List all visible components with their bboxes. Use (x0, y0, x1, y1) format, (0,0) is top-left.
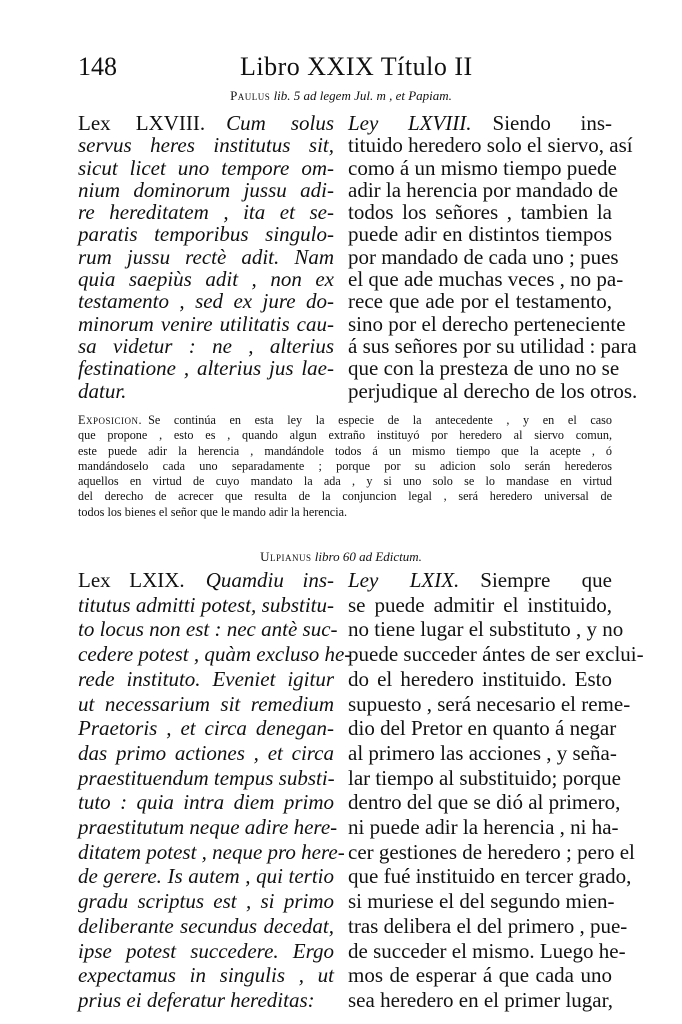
source-author: Paulus (230, 88, 271, 103)
line-text: rum jussu rectè adit. Nam (78, 244, 334, 269)
text-line (348, 112, 612, 134)
text-line (348, 290, 612, 312)
line-text: paratis temporibus singulo- (78, 222, 334, 247)
text-line (78, 593, 334, 618)
line-text: supuesto , será necesario el reme- (348, 691, 631, 716)
lex-label: Lex LXVIII. (78, 111, 206, 135)
text-line (78, 357, 334, 379)
text-line (348, 988, 612, 1013)
line-text: Cum solus (226, 111, 334, 135)
text-line (78, 839, 345, 865)
text-line (348, 617, 624, 642)
exposition-label: Exposicion. (78, 413, 142, 427)
line-text: sea heredero en el primer lugar, (348, 987, 614, 1012)
line-text: adir la herencia por mandado de (348, 177, 618, 202)
ley-label: Ley LXIX. (348, 568, 460, 592)
text-line (78, 692, 334, 717)
text-line (78, 223, 334, 245)
text-line (348, 223, 612, 245)
line-text: expectamus in singulis , ut (78, 963, 334, 988)
line-text: puede succeder ántes de ser exclui- (348, 642, 644, 667)
line-text: Se continúa en esta ley la especie de la antecedente , y en el caso (148, 413, 612, 427)
text-line (78, 939, 334, 964)
text-line (348, 740, 617, 766)
exposition-line (78, 505, 612, 520)
text-line (78, 568, 334, 593)
line-text: deliberante secundus decedat, (78, 913, 334, 938)
line-text: mos de esperar á que cada uno (348, 963, 612, 988)
line-text: de succeder el mismo. Luego he- (348, 938, 626, 963)
text-line (348, 839, 635, 865)
line-text: gradu scriptus est , si primo (78, 889, 334, 914)
line-text: Siempre que (480, 568, 612, 592)
line-text: tuto : quia intra diem primo (78, 790, 334, 815)
text-line (348, 864, 632, 889)
line-text: rede instituto. Eveniet igitur (78, 666, 334, 691)
text-line (348, 716, 617, 741)
line-text: praestituendum tempus substi- (78, 765, 335, 790)
text-line (348, 889, 615, 914)
text-line (78, 642, 352, 667)
text-line (78, 988, 334, 1013)
text-line (348, 177, 618, 202)
ley-label: Ley LXVIII. (348, 111, 472, 135)
line-text: ipse potest succedere. Ergo (78, 938, 334, 963)
line-text: que con la presteza de uno no se (348, 356, 620, 381)
text-line (348, 593, 612, 618)
exposition-line (78, 489, 612, 504)
line-text: datur. (78, 378, 127, 403)
line-text: no tiene lugar el substituto , y no (348, 617, 624, 642)
text-line (78, 889, 334, 914)
text-line (348, 765, 621, 791)
exposition-paragraph (78, 413, 612, 520)
line-text: nium dominorum jussu adi- (78, 177, 334, 202)
exposition-line (78, 474, 612, 489)
text-line (78, 914, 334, 939)
text-line (78, 380, 334, 402)
text-line (78, 766, 334, 791)
text-line (348, 267, 624, 292)
line-text: sicut licet uno tempore om- (78, 155, 334, 180)
text-line (78, 963, 334, 988)
line-text: se puede admitir el instituido, (348, 592, 612, 617)
line-text: dio del Pretor en quanto á negar (348, 716, 617, 741)
line-text: servus heres institutus sit, (78, 133, 334, 158)
line-text: Praetoris , et circa denegan- (78, 716, 334, 741)
text-line (348, 790, 621, 815)
line-text: este puede adir la herencia , mandándole todos á un mismo tiempo que la acepte , ó (78, 443, 612, 458)
spanish-text-ley-68 (348, 111, 638, 403)
source-work: lib. 5 ad legem Jul. m , et Papiam. (273, 88, 452, 103)
line-text: quia saepiùs adit , non ex (78, 267, 334, 292)
source-citation-1 (0, 88, 682, 104)
lex-label: Lex LXIX. (78, 568, 185, 592)
line-text: festinatione , alterius jus lae- (78, 356, 334, 381)
line-text: cedere potest , quàm excluso he- (78, 642, 352, 667)
line-text: Siendo ins- (492, 111, 612, 135)
text-line (78, 313, 334, 335)
source-author: Ulpianus (260, 549, 312, 564)
line-text: sino por el derecho perteneciente (348, 311, 626, 336)
line-text: tras delibera el del primero , pue- (348, 913, 628, 938)
text-line (78, 335, 334, 357)
running-head (78, 52, 618, 82)
running-title: Libro XXIX Título II (240, 52, 473, 81)
text-line (78, 290, 334, 312)
line-text: que fué instituido en tercer grado, (348, 864, 632, 889)
line-text: rece que ade por el testamento, (348, 289, 612, 314)
line-text: al primero las acciones , y seña- (348, 740, 617, 765)
text-line (348, 133, 633, 158)
exposition-line (78, 444, 612, 459)
line-text: ditatem potest , neque pro here- (78, 839, 345, 864)
line-text: mandándoselo cada uno separadamente ; porque por su adicion solo serán herederos (78, 458, 612, 473)
line-text: como á un mismo tiempo puede (348, 155, 617, 180)
exposition-line (78, 459, 612, 474)
text-line (78, 790, 334, 815)
line-text: Quamdiu ins- (205, 568, 334, 592)
text-line (348, 311, 626, 336)
latin-text-lex-69 (78, 568, 352, 1013)
text-line (348, 963, 612, 988)
line-text: todos los señores , tambien la (348, 200, 612, 225)
line-text: que propone , esto es , quando algun extraño instituyó por heredero al siervo comun, (78, 428, 612, 443)
line-text: ut necessarium sit remedium (78, 691, 334, 716)
text-line (78, 864, 334, 889)
line-text: minorum venire utilitatis cau- (78, 311, 334, 336)
line-text: puede adir en distintos tiempos (348, 222, 612, 247)
text-line (78, 134, 334, 156)
text-line (348, 691, 631, 717)
text-line (78, 157, 334, 179)
line-text: lar tiempo al substituido; porque (348, 765, 621, 790)
line-text: el que ade muchas veces , no pa- (348, 267, 624, 292)
line-text: por mandado de cada uno ; pues (348, 244, 619, 269)
line-text: del derecho de acrecer que resulta de la conjuncion legal , será heredero universal de (78, 489, 612, 504)
spanish-text-ley-69 (348, 568, 644, 1013)
line-text: dentro del que se dió al primero, (348, 790, 621, 815)
line-text: de gerere. Is autem , qui tertio (78, 864, 334, 889)
text-line (78, 617, 338, 642)
latin-text-lex-68 (78, 112, 334, 402)
text-line (78, 201, 334, 223)
line-text: perjudique al derecho de los otros. (348, 378, 638, 403)
line-text: aquellos en virtud de cuyo mandato la ada , y si uno solo se lo mandase en virtud (78, 474, 612, 489)
line-text: titutus admitti potest, substitu- (78, 592, 334, 617)
line-text: ni puede adir la herencia , ni ha- (348, 815, 619, 840)
text-line (348, 356, 620, 381)
line-text: si muriese el del segundo mien- (348, 889, 615, 914)
line-text: re hereditatem , ita et se- (78, 200, 334, 225)
line-text: do el heredero instituido. Esto (348, 666, 612, 691)
text-line (348, 201, 612, 223)
line-text: to locus non est : nec antè suc- (78, 617, 338, 642)
text-line (78, 667, 334, 692)
line-text: testamento , sed ex jure do- (78, 289, 334, 314)
line-text: praestitutum neque adire here- (78, 815, 338, 840)
text-line (78, 179, 334, 201)
line-text: cer gestiones de heredero ; pero el (348, 839, 635, 864)
text-line (348, 815, 619, 840)
text-line (78, 815, 338, 840)
text-line (348, 155, 617, 180)
page-number: 148 (78, 52, 117, 81)
text-line (348, 913, 628, 939)
text-line (348, 378, 638, 403)
text-line (348, 667, 612, 692)
exposition-line (78, 413, 612, 428)
text-line (78, 716, 334, 741)
line-text: das primo actiones , et circa (78, 740, 334, 765)
text-line (78, 246, 334, 268)
text-line (348, 642, 644, 667)
source-work: libro 60 ad Edictum. (314, 549, 422, 564)
text-line (78, 112, 334, 134)
source-citation-2 (0, 549, 682, 565)
line-text: tituido heredero solo el siervo, así (348, 133, 633, 158)
exposition-line (78, 428, 612, 443)
line-text: prius ei deferatur hereditas: (78, 987, 315, 1012)
line-text: á sus señores por su utilidad : para (348, 333, 637, 358)
line-text: sa videtur : ne , alterius (78, 333, 334, 358)
text-line (78, 268, 334, 290)
text-line (78, 741, 334, 766)
text-line (348, 938, 626, 964)
text-line (348, 568, 612, 593)
text-line (348, 333, 637, 358)
line-text: todos los bienes el señor que le mando adir la herencia. (78, 504, 348, 519)
text-line (348, 244, 619, 269)
